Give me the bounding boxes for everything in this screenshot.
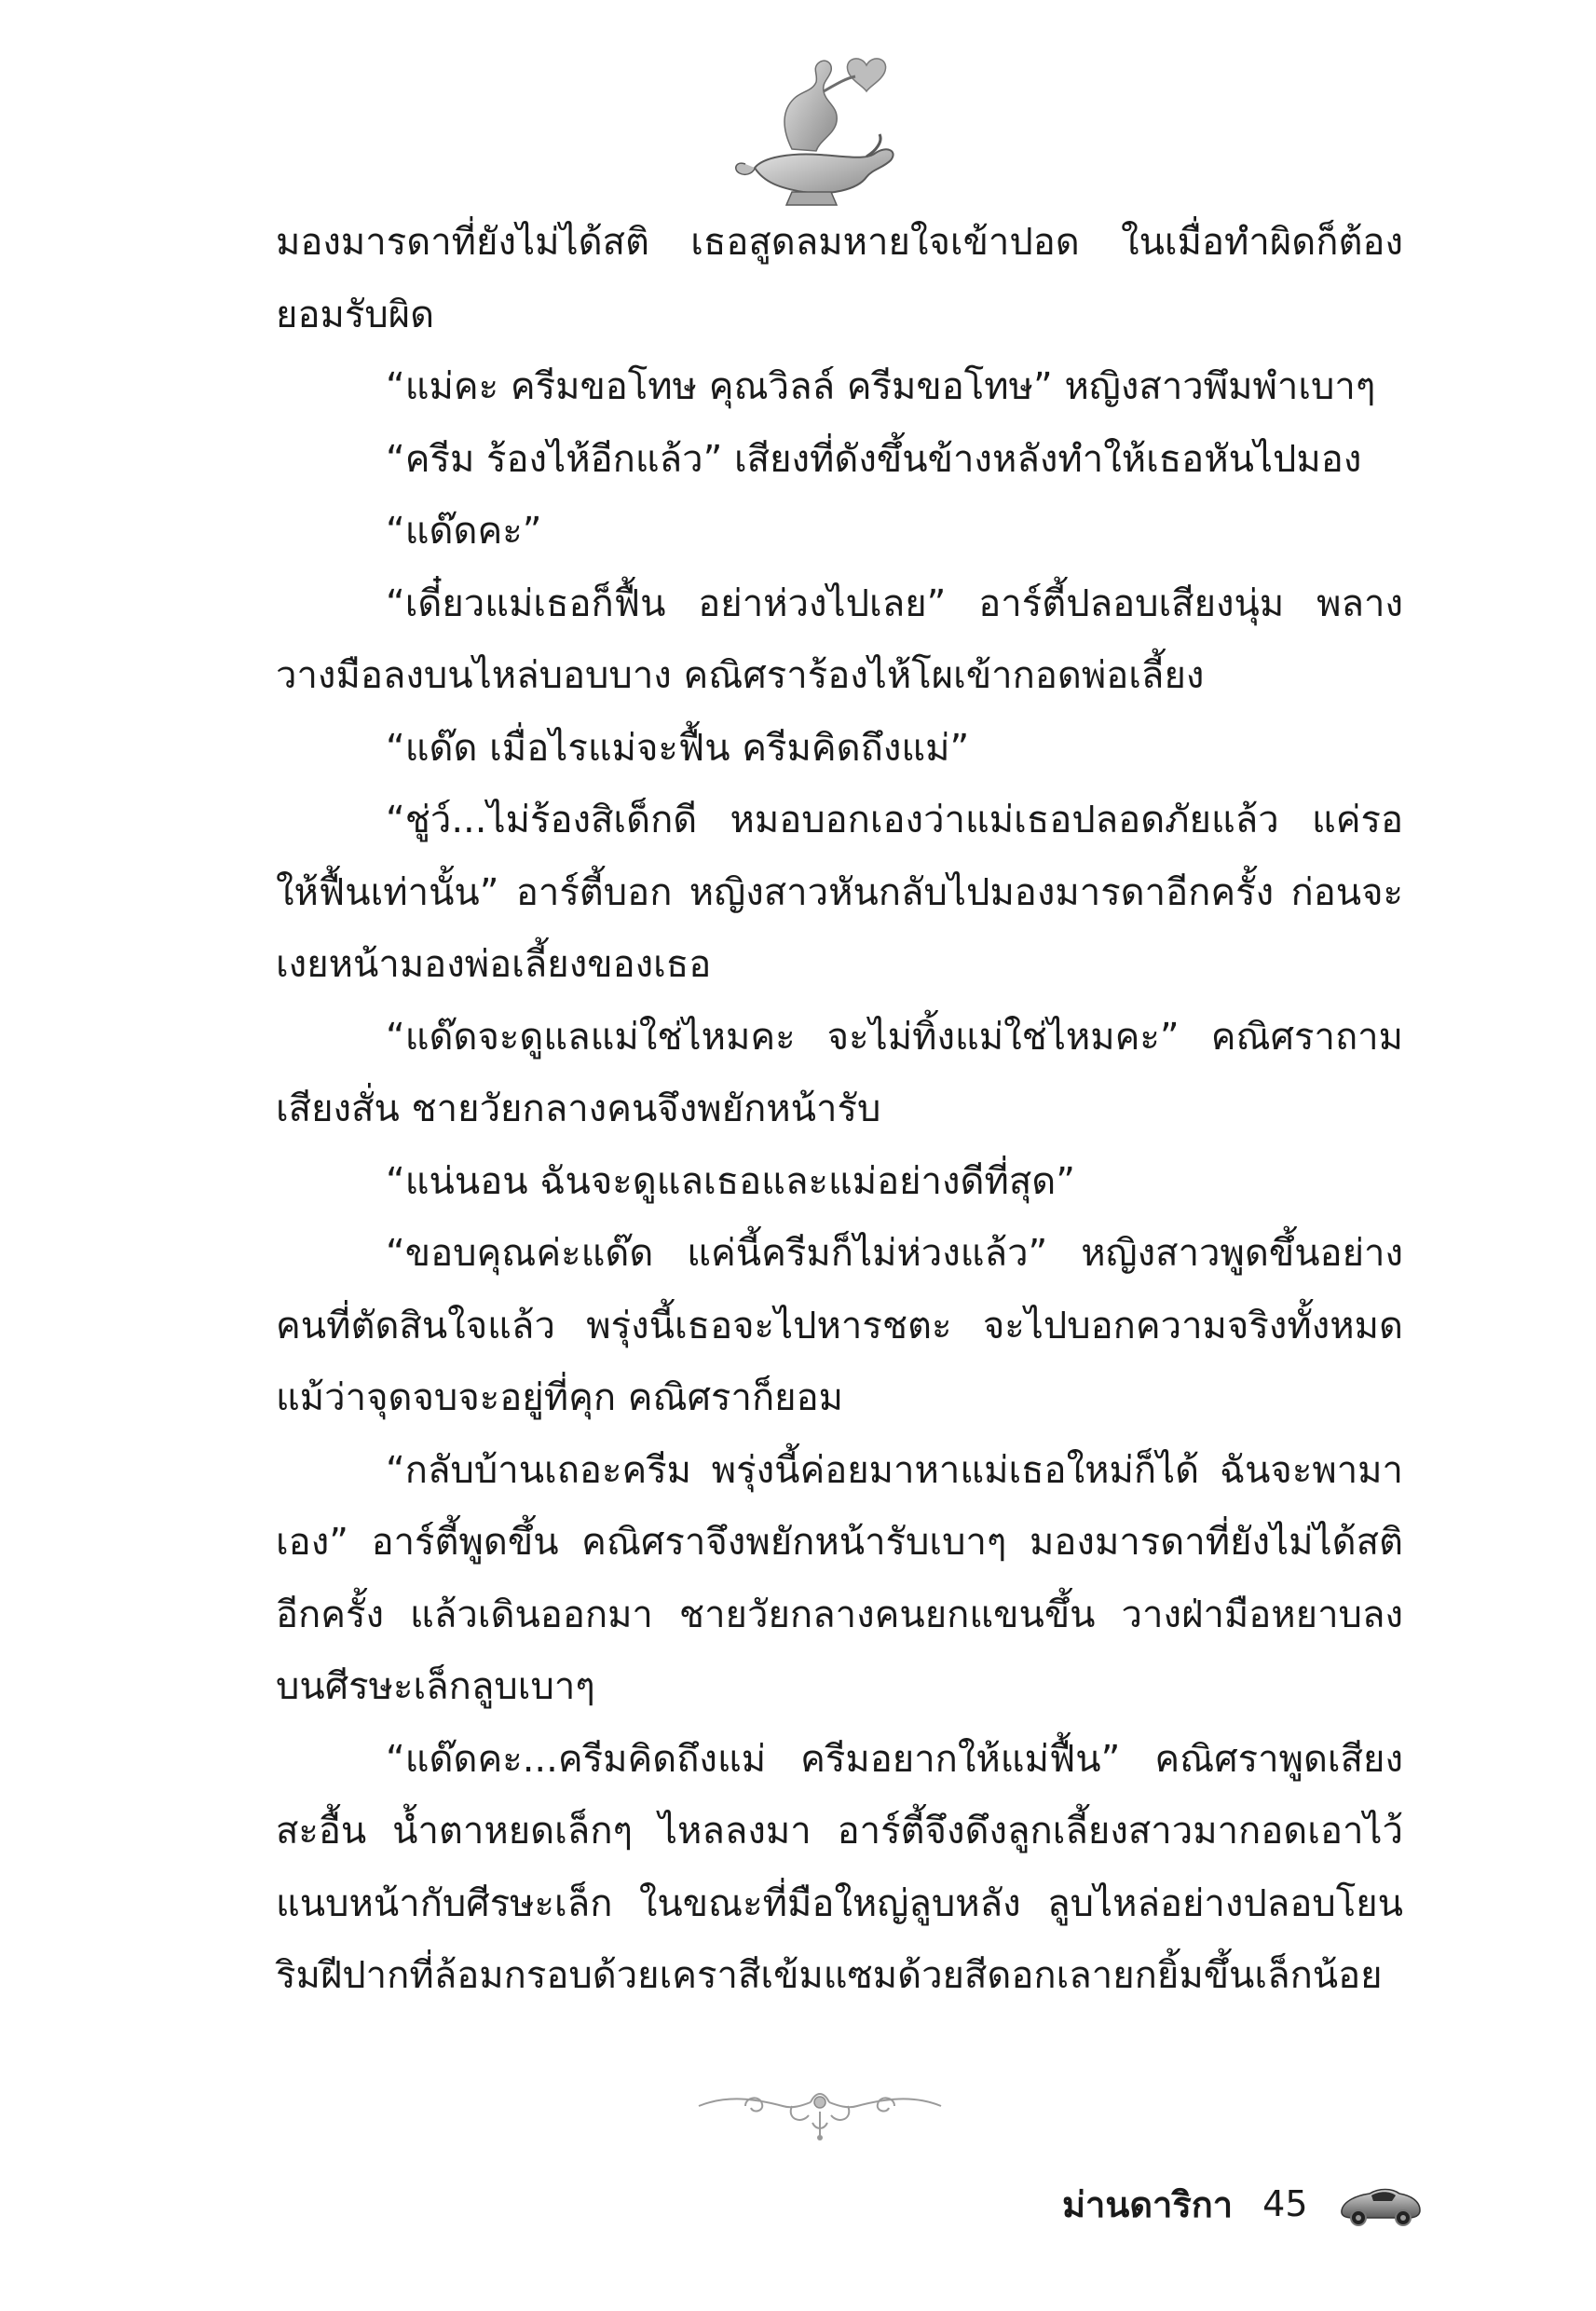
page-number: 45 [1262, 2183, 1308, 2224]
paragraph: “แม่คะ ครีมขอโทษ คุณวิลล์ ครีมขอโทษ” หญิงสาวพึมพำเบาๆ [386, 365, 1376, 408]
running-title: ม่านดาริกา [1062, 2183, 1234, 2225]
body-text [276, 207, 1403, 2013]
paragraph: “แด๊ดคะ” [386, 510, 542, 553]
paragraph: “แด๊ด เมื่อไรแม่จะฟื้น ครีมคิดถึงแม่” [386, 726, 970, 770]
paragraph: “ชู่ว์...ไม่ร้องสิเด็กดี หมอบอกเองว่าแม่เธอปลอดภัยแล้ว แค่รอให้ฟื้นเท่านั้น” อาร์ตี้บอก หญิงสาวหันกลับไปมองมารดาอีกครั้ง ก่อนจะเงยหน้ามองพ่อเลี้ยงของเธอ [276, 799, 1403, 986]
running-footer [1062, 2171, 1424, 2236]
sports-car-icon [1338, 2179, 1424, 2229]
paragraph: “แน่นอน ฉันจะดูแลเธอและแม่อย่างดีที่สุด” [386, 1159, 1075, 1203]
flourish-ornament-icon [689, 2078, 950, 2143]
paragraph: “กลับบ้านเถอะครีม พรุ่งนี้ค่อยมาหาแม่เธอใหม่ก็ได้ ฉันจะพามาเอง” อาร์ตี้พูดขึ้น คณิศราจึงพยักหน้ารับเบาๆ มองมารดาที่ยังไม่ได้สติอีกครั้ง แล้วเดินออกมา ชายวัยกลางคนยกแขนขึ้น วางฝ่ามือหยาบลงบนศีรษะเล็กลูบเบาๆ [276, 1448, 1403, 1708]
paragraph: “แด๊ดคะ...ครีมคิดถึงแม่ ครีมอยากให้แม่ฟื้น” คณิศราพูดเสียงสะอื้น น้ำตาหยดเล็กๆ ไหลลงมา อาร์ตี้จึงดึงลูกเลี้ยงสาวมากอดเอาไว้แนบหน้ากับศีรษะเล็ก ในขณะที่มือใหญ่ลูบหลัง ลูบไหล่อย่างปลอบโยน ริมฝีปากที่ล้อมกรอบด้วยเคราสีเข้มแซมด้วยสีดอกเลายกยิ้มขึ้นเล็กน้อย [276, 1737, 1403, 1997]
paragraph: “เดี๋ยวแม่เธอก็ฟื้น อย่าห่วงไปเลย” อาร์ตี้ปลอบเสียงนุ่ม พลางวางมือลงบนไหล่บอบบาง คณิศราร้องไห้โผเข้ากอดพ่อเลี้ยง [276, 581, 1403, 697]
paragraph: “แด๊ดจะดูแลแม่ใช่ไหมคะ จะไม่ทิ้งแม่ใช่ไหมคะ” คณิศราถามเสียงสั่น ชายวัยกลางคนจึงพยักหน้ารับ [276, 1015, 1403, 1130]
paragraph: มองมารดาที่ยังไม่ได้สติ เธอสูดลมหายใจเข้าปอด ในเมื่อทำผิดก็ต้องยอมรับผิด [276, 221, 1403, 336]
paragraph: “ขอบคุณค่ะแด๊ด แค่นี้ครีมก็ไม่ห่วงแล้ว” หญิงสาวพูดขึ้นอย่างคนที่ตัดสินใจแล้ว พรุ่งนี้เธอจะไปหารชตะ จะไปบอกความจริงทั้งหมดแม้ว่าจุดจบจะอยู่ที่คุก คณิศราก็ยอม [276, 1232, 1403, 1419]
paragraph: “ครีม ร้องไห้อีกแล้ว” เสียงที่ดังขึ้นข้างหลังทำให้เธอหันไปมอง [386, 437, 1362, 481]
genie-lamp-icon [727, 37, 913, 214]
